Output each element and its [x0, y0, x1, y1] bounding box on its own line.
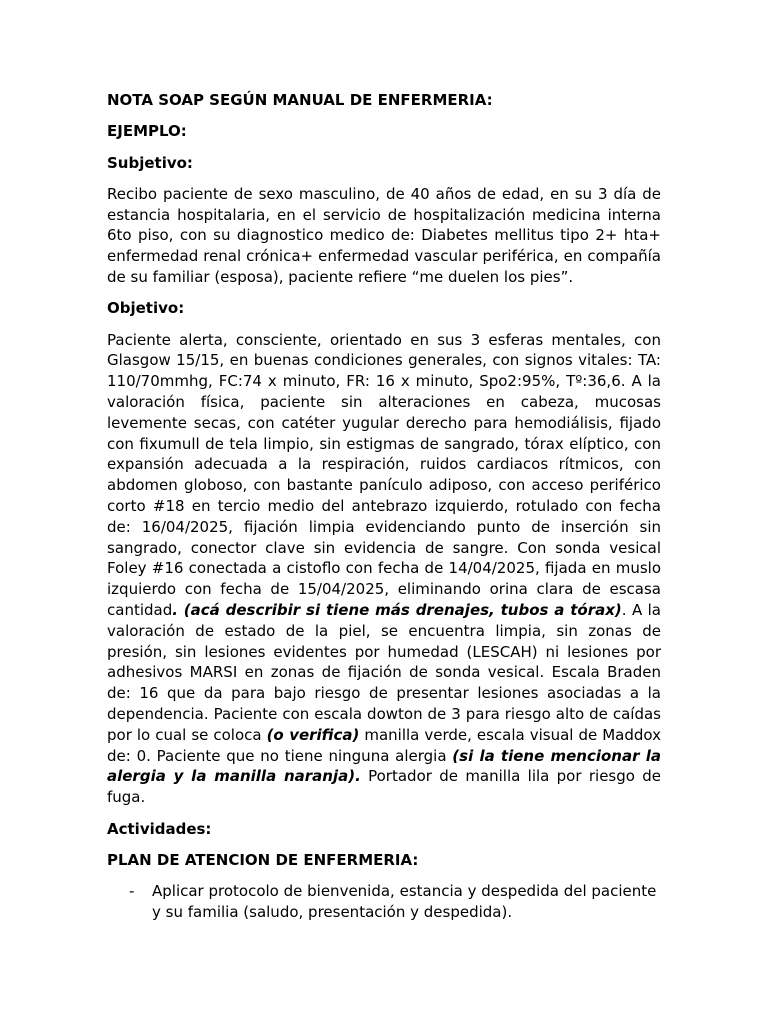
subjective-heading: Subjetivo: — [107, 153, 193, 172]
objective-text-part4: Portador de manilla lila por riesgo de fuga. — [107, 767, 662, 807]
objective-heading: Objetivo: — [107, 299, 185, 318]
plan-heading: PLAN DE ATENCION DE ENFERMERIA: — [107, 850, 419, 869]
objective-text-part3: manilla verde, escala visual de Maddox de: 0. Paciente que no tiene ninguna alergia — [107, 725, 661, 765]
objective-note-allergy: (si la tiene mencionar la alergia y la manilla naranja). — [107, 746, 661, 786]
document-page — [107, 90, 661, 923]
activities-heading: Actividades: — [107, 819, 212, 838]
subjective-paragraph: Recibo paciente de sexo masculino, de 40 años de edad, en su 3 día de estancia hospitalaria, en el servicio de hospitalización medicina interna 6to piso, con su diagnostico medico de: Diabetes mellitus tipo 2+ hta+ enfermedad renal crónica+ enfermedad vascular periférica, en compañía de su familiar (esposa), paciente refiere “me duelen los pies”. — [107, 184, 661, 287]
list-item — [107, 881, 661, 923]
objective-note-drains: . (acá describir si tiene más drenajes, tubos a tórax) — [172, 601, 622, 620]
objective-text-part1: Paciente alerta, consciente, orientado en sus 3 esferas mentales, con Glasgow 15/15, en buenas condiciones generales, con signos vitales: TA: 110/70mmhg, FC:74 x minuto, FR: 16 x minuto, Spo2:95%, Tº:36,6. A la valoración física, paciente sin alteraciones en cabeza, mucosas levemente secas, con catéter yugular derecho para hemodiálisis, fijado con fixumull de tela limpio, sin estigmas de sangrado, tórax elíptico, con expansión adecuada a la respiración, ruidos cardiacos rítmicos, con abdomen globoso, con bastante panículo adiposo, con acceso periférico corto #18 en tercio medio del antebrazo izquierdo, rotulado con fecha de: 16/04/2025, fijación limpia evidenciando punto de inserción sin sangrado, conector clave sin evidencia de sangre. Con sonda vesical Foley #16 conectada a cistoflo con fecha de 14/04/2025, fijada en muslo izquierdo con fecha de 15/04/2025, eliminando orina clara de escasa cantidad — [107, 330, 661, 620]
objective-note-verify: (o verifica) — [266, 725, 360, 744]
document-title: NOTA SOAP SEGÚN MANUAL DE ENFERMERIA: — [107, 91, 493, 109]
plan-list — [107, 881, 661, 923]
objective-paragraph — [107, 330, 661, 808]
list-item-text: Aplicar protocolo de bienvenida, estancia y despedida del paciente y su familia (saludo, presentación y despedida). — [152, 882, 657, 921]
example-label: EJEMPLO: — [107, 122, 187, 141]
objective-text-part2: . A la valoración de estado de la piel, se encuentra limpia, sin zonas de presión, sin lesiones evidentes por humedad (LESCAH) ni lesiones por adhesivos MARSI en zonas de fijación de sonda vesical. Escala Braden de: 16 que da para bajo riesgo de presentar lesiones asociadas a la dependencia. Paciente con escala dowton de 3 para riesgo alto de caídas por lo cual se coloca — [107, 601, 661, 744]
list-bullet: - — [129, 882, 135, 901]
